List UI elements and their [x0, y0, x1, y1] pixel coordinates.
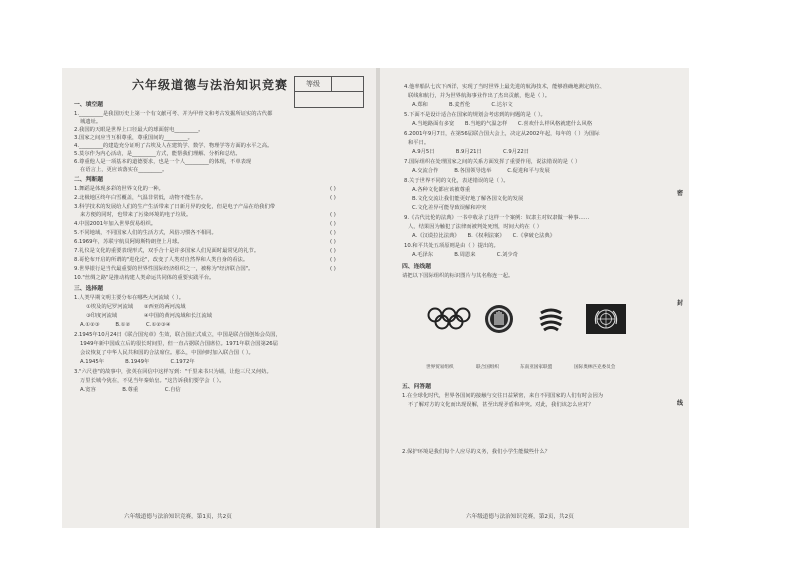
org-name-label[interactable]: 国际奥林匹克委员会	[574, 365, 616, 370]
choice-line: 和平日。	[408, 140, 430, 146]
judge-line: 来方便的同时，也带来了污染环境的电子垃圾。	[80, 212, 192, 218]
org-name-label[interactable]: 东南亚国家联盟	[520, 365, 553, 370]
binding-label: 密	[677, 190, 684, 197]
choice-line: A.交流合作 B.各国领导选举 C.促进和平与发展	[412, 168, 550, 174]
fill-line: 2.我国的天眼是世界上口径最大的球面射电_________。	[74, 127, 204, 133]
qa-line: 2.保护环境是我们每个人应尽的义务，我们小学生能做些什么？	[402, 449, 551, 455]
judge-line: 6.1969年，苏联宇航员阿姆斯特朗登上月球。	[74, 239, 183, 245]
choice-line: A.宽容 B.尊重 C.自信	[80, 387, 181, 393]
binding-label: 封	[677, 300, 684, 307]
choice-line: A.1945年 B.1949年 C.1972年	[80, 359, 195, 365]
judge-answer-blank[interactable]: ( )	[330, 212, 336, 218]
grade-value-cell	[331, 77, 363, 92]
choice-line: A.《汉谟拉比法典》 B.《权利法案》 C.《拿破仑法典》	[412, 233, 556, 239]
judge-answer-blank[interactable]: ( )	[330, 266, 336, 272]
judge-line: 9.世界银行是当代最重要的世界性国际经济组织之一，被称为"经济联合国"。	[74, 266, 254, 272]
asean-icon[interactable]	[484, 304, 514, 334]
section-choice-heading: 三、选择题	[74, 286, 103, 292]
section-judge-heading: 二、判断题	[74, 177, 103, 183]
fill-line: 在语言上，更应该落实在_________。	[80, 167, 168, 173]
choice-line: 1949年新中国成立后的很长时间里，但一直占据联合国席位。1971年联合国第26届	[80, 341, 278, 347]
judge-answer-blank[interactable]: ( )	[330, 230, 336, 236]
section-qa-heading: 五、问答题	[402, 384, 431, 390]
choice-line: 5.下面不是设计适合在国家的规划会考虑到的问题的是（ ）。	[404, 112, 546, 118]
choice-line: C.文化差异可能导致误解和冲突	[412, 205, 487, 211]
judge-answer-blank[interactable]: ( )	[330, 195, 336, 201]
fill-line: 4._________的建造充分证明了古埃及人在建筑学、数学、物理学等方面的水平之高。	[74, 143, 273, 149]
choice-line: 3."六尺巷"的故事中，张英在回信中这样写到："千里来书只为墙，让他三尺又何妨。	[74, 369, 272, 375]
fill-line: 1._________是我国历史上第一个有文献可考、并为甲骨文和考古发掘所证实的古代都	[74, 111, 273, 117]
judge-line: 10."丝绸之路"是推动构建人类命运共同体的重要实践平台。	[74, 275, 215, 281]
exam-page-1	[62, 68, 376, 528]
choice-line: 7.国际组织在处理国家之间的关系方面发挥了重要作用，说法错误的是（ ）	[404, 159, 581, 165]
choice-line: A.各种文化都应该被尊重	[412, 187, 471, 193]
judge-answer-blank[interactable]: ( )	[330, 248, 336, 254]
choice-line: A.郑和 B.麦哲伦 C.达尔文	[412, 102, 513, 108]
fill-line: 6.尊重他人是一项基本的道德要求，也是一个人_________的体现，不单表现	[74, 159, 252, 165]
grade-label: 等级	[295, 77, 332, 92]
choice-line: ③印度河流域 ④中国的黄河流域和长江流域	[86, 313, 213, 319]
choice-line: A.9月5日 B.9月21日 C.9月22日	[412, 149, 530, 155]
choice-line: A.当地路面有多宽 B.当地的气温怎样 C.喜欢什么样风格就建什么风格	[412, 121, 593, 127]
judge-answer-blank[interactable]: ( )	[330, 221, 336, 227]
qa-line: 1.在全球化时代，世界各国间的接触与交往日益紧密，来自不同国家的人们有时会因为	[402, 393, 604, 399]
choice-line: 6.2001年9月7日，在第56届联合国大会上，决定从2002年起，每年的（ ）为国际	[404, 131, 600, 137]
qa-line: 不了解对方的文化而出现误解，甚至出现矛盾和冲突。对此，我们该怎么应对？	[408, 402, 594, 408]
section-fill-heading: 一、填空题	[74, 102, 103, 108]
choice-line: 2.1945年10月24日《联合国宪章》生效，联合国正式成立，中国是联合国创始会员国，	[74, 332, 281, 338]
org-name-label[interactable]: 世界贸易组织	[426, 365, 454, 370]
grade-box	[294, 76, 364, 108]
page-title: 六年级道德与法治知识竞赛	[132, 78, 289, 92]
match-instructions: 请把以下国际组织的标识图片与其名称连一起。	[402, 273, 514, 279]
page-footer: 六年级道德与法治知识竞赛，第1页，共2页	[124, 514, 232, 520]
choice-line: 8.关于世界不同的文化，表述错误的是（ ）。	[404, 178, 509, 184]
judge-line: 1.舞蹈是体现多彩的世界文化的一种。	[74, 186, 164, 192]
binding-label: 线	[677, 400, 684, 407]
fill-line: 3.国家之间应当互相尊重，尊重国间的_________。	[74, 135, 193, 141]
page-footer: 六年级道德与法治知识竞赛，第2页，共2页	[466, 514, 574, 520]
choice-line: B.文化交流让我们能更好地了解各国文化的发展	[412, 196, 524, 202]
judge-line: 4.中国2001年加入世界贸易组织。	[74, 221, 157, 227]
judge-answer-blank[interactable]: ( )	[330, 239, 336, 245]
choice-line: 1.人类早期文明主要分布在哪些大河流域（ ）。	[74, 295, 185, 301]
choice-line: A.①②③ B.①② C.①②③④	[80, 322, 171, 328]
fill-line: 5.莫尔作为内心活动，是_________方式，能帮我们理解、分析和总结。	[74, 151, 241, 157]
choice-line: A.毛泽东 B.周恩来 C.刘少奇	[412, 252, 518, 258]
choice-line: 会议恢复了中华人民共和国的合法席位。那么，中国何时加入联合国（ ）。	[80, 350, 254, 356]
olympic-rings-icon[interactable]	[426, 304, 472, 334]
judge-line: 3.科学技术的发展给人们的生产生活带来了日新月异的变化，但是电子产品在给我们带	[74, 204, 276, 210]
choice-line: 10.和平共处五项原则是由（ ）提出的。	[404, 243, 499, 249]
choice-line: 4.他率船队七次下西洋，实现了当时世界上最先进的航海技术，能够准确地测定航位、	[404, 84, 606, 90]
fill-line: 城遗址。	[80, 119, 102, 125]
un-emblem-icon[interactable]	[586, 304, 626, 334]
choice-line: 万里长城今犹在，不见当年秦始皇。"这告诉我们要学会（ ）。	[80, 378, 225, 384]
exam-page-2	[380, 68, 689, 528]
judge-line: 8.哥伦布开启的所谓的"进化论"，改变了人类对自然界和人类自身的看法。	[74, 257, 249, 263]
choice-line: 联线和航行，并为世界航海事业作出了杰出贡献，他是（ ）。	[408, 93, 551, 99]
judge-line: 7.礼仪是文化的重要表现形式，双手合十是许多国家人们见面时最常见的礼节。	[74, 248, 260, 254]
wto-icon[interactable]	[536, 304, 566, 334]
choice-line: ①埃及的尼罗河流域 ②西亚的两河流域	[86, 304, 186, 310]
section-match-heading: 四、连线题	[402, 264, 431, 270]
org-name-label[interactable]: 联合国组织	[476, 365, 499, 370]
choice-line: 9.《古代比伦的法典》一书中收录了这样一个案例：奴隶主对奴隶做一种事……	[404, 215, 590, 221]
judge-line: 5.不同地域，不同国家人们的生活方式，风俗习惯各不相同。	[74, 230, 217, 236]
choice-line: 人，结果因为触犯了法律而被判处死刑，时间大约在（ ）	[408, 224, 543, 230]
judge-answer-blank[interactable]: ( )	[330, 186, 336, 192]
judge-answer-blank[interactable]: ( )	[330, 257, 336, 263]
judge-line: 2.北极地区终年白雪覆盖，气温非常低，动物不能生存。	[74, 195, 207, 201]
